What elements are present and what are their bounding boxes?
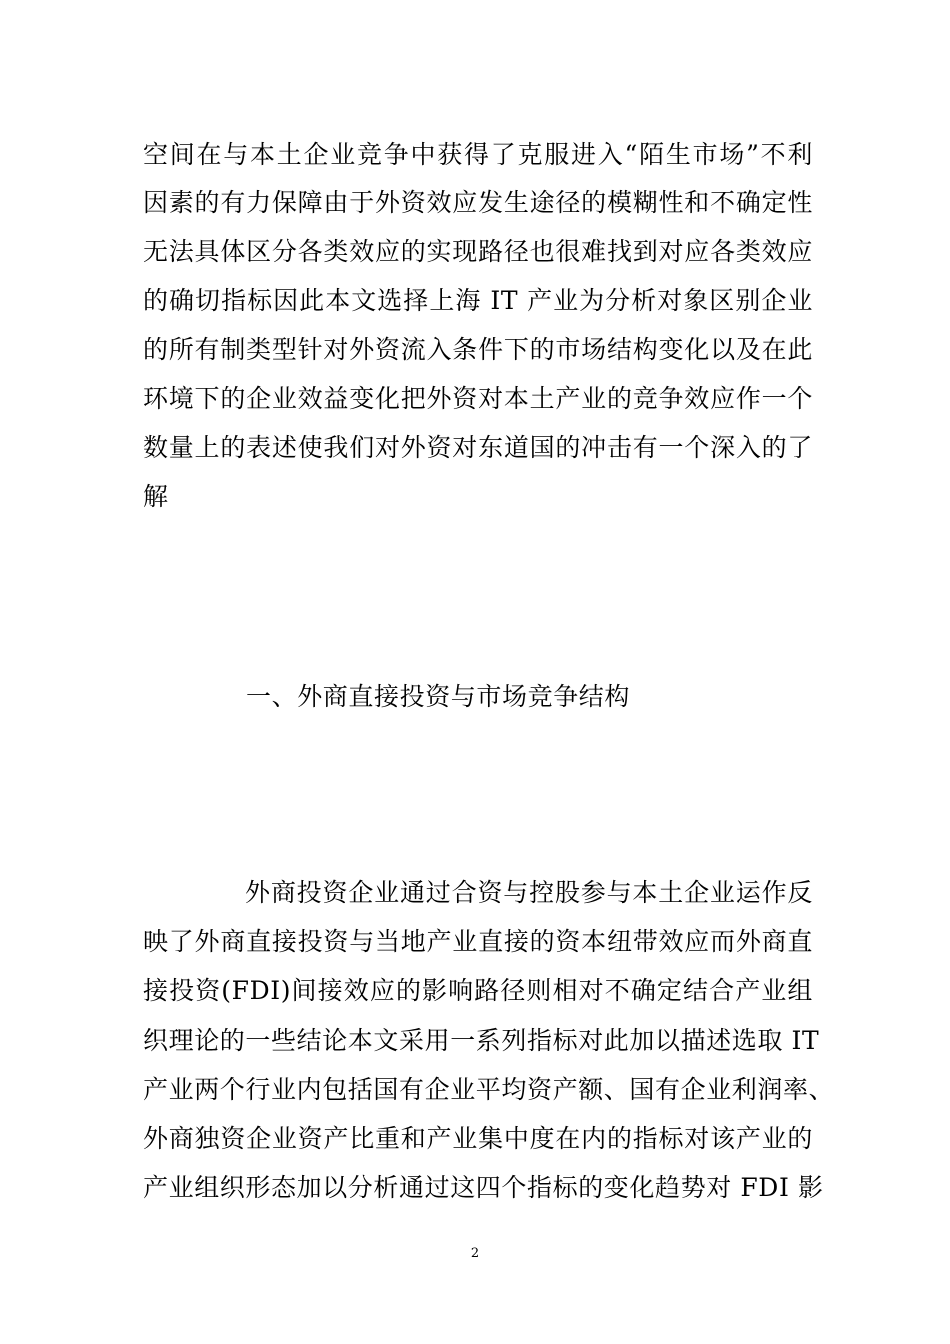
- paragraph-1-line-8: 解: [143, 482, 169, 511]
- paragraph-2-line-7: 产业组织形态加以分析通过这四个指标的变化趋势对 FDI 影: [143, 1173, 824, 1202]
- paragraph-2-line-4: 织理论的一些结论本文采用一系列指标对此加以描述选取 IT: [143, 1026, 820, 1055]
- paragraph-2-line-1: 外商投资企业通过合资与控股参与本土企业运作反: [245, 878, 813, 907]
- paragraph-1-line-7: 数量上的表述使我们对外资对东道国的冲击有一个深入的了: [143, 433, 813, 462]
- paragraph-2-line-3: 接投资(FDI)间接效应的影响路径则相对不确定结合产业组: [143, 976, 813, 1005]
- paragraph-1-line-4: 的确切指标因此本文选择上海 IT 产业为分析对象区别企业: [143, 286, 813, 315]
- paragraph-2-line-5: 产业两个行业内包括国有企业平均资产额、国有企业利润率、: [143, 1075, 835, 1104]
- page-number: 2: [470, 1246, 480, 1261]
- paragraph-1-line-2: 因素的有力保障由于外资效应发生途径的模糊性和不确定性: [143, 188, 813, 217]
- paragraph-2-line-2: 映了外商直接投资与当地产业直接的资本纽带效应而外商直: [143, 927, 813, 956]
- paragraph-1-line-1: 空间在与本土企业竞争中获得了克服进入“陌生市场”不利: [143, 140, 813, 169]
- section-heading: 一、外商直接投资与市场竞争结构: [246, 682, 631, 711]
- paragraph-1-line-3: 无法具体区分各类效应的实现路径也很难找到对应各类效应: [143, 237, 813, 266]
- paragraph-1-line-5: 的所有制类型针对外资流入条件下的市场结构变化以及在此: [143, 335, 813, 364]
- paragraph-2-line-6: 外商独资企业资产比重和产业集中度在内的指标对该产业的: [143, 1124, 813, 1153]
- paragraph-1-line-6: 环境下的企业效益变化把外资对本土产业的竞争效应作一个: [143, 384, 813, 413]
